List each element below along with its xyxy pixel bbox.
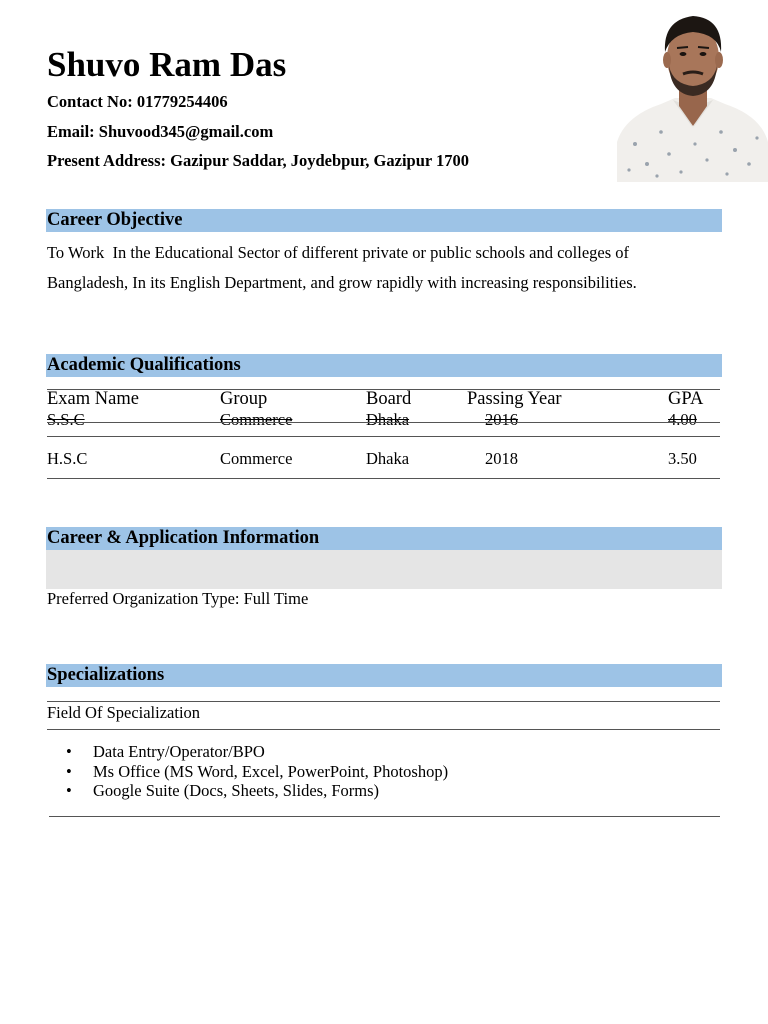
profile-photo	[617, 4, 768, 182]
ssc-board: Dhaka	[366, 410, 410, 429]
present-address: Present Address: Gazipur Saddar, Joydebpur, Gazipur 1700	[47, 151, 470, 170]
row-divider-rule	[47, 436, 720, 437]
gray-spacer-band	[46, 550, 722, 589]
preferred-organization-type: Preferred Organization Type: Full Time	[47, 589, 309, 608]
hsc-board: Dhaka	[366, 449, 410, 468]
career-objective-text	[47, 238, 737, 298]
career-objective-line-2: Bangladesh, In its English Department, and grow rapidly with increasing responsibilities.	[47, 273, 637, 292]
ssc-exam-name: S.S.C	[47, 410, 85, 429]
field-of-specialization-label: Field Of Specialization	[47, 703, 201, 722]
column-header-passing-year: Passing Year	[467, 389, 562, 409]
career-objective-heading	[46, 209, 722, 232]
bullet: •	[66, 742, 72, 761]
career-application-title: Career & Application Information	[47, 528, 320, 548]
column-header-exam-name: Exam Name	[47, 389, 139, 409]
hsc-exam-name: H.S.C	[47, 449, 88, 468]
specialization-item-text: Google Suite (Docs, Sheets, Slides, Forms)	[93, 781, 379, 800]
candidate-name: Shuvo Ram Das	[47, 45, 287, 84]
table-bottom-rule	[47, 478, 720, 479]
specialization-item	[66, 781, 379, 801]
career-application-heading	[46, 527, 722, 550]
ssc-passing-year: 2016	[485, 410, 518, 429]
career-objective-title: Career Objective	[47, 210, 183, 230]
specialization-top-rule	[47, 701, 720, 702]
bullet: •	[66, 762, 72, 781]
column-header-board: Board	[366, 389, 412, 409]
bullet: •	[66, 781, 72, 800]
career-objective-line-1: To Work In the Educational Sector of different private or public schools and colleges of	[47, 243, 630, 262]
specialization-item	[66, 762, 448, 782]
column-header-group: Group	[220, 389, 268, 409]
column-header-gpa: GPA	[668, 389, 704, 409]
specialization-item-text: Ms Office (MS Word, Excel, PowerPoint, Photoshop)	[93, 762, 449, 781]
specialization-label-rule	[47, 729, 720, 730]
specializations-title: Specializations	[47, 665, 165, 685]
ssc-gpa: 4.00	[668, 410, 697, 429]
ssc-row-rule	[47, 422, 720, 423]
ssc-group: Commerce	[220, 410, 293, 429]
specialization-item	[66, 742, 265, 762]
specializations-heading	[46, 664, 722, 687]
hsc-group: Commerce	[220, 449, 293, 468]
academic-qualifications-title: Academic Qualifications	[47, 355, 241, 375]
hsc-gpa: 3.50	[668, 449, 697, 468]
specialization-item-text: Data Entry/Operator/BPO	[93, 742, 265, 761]
specialization-bottom-rule	[49, 816, 720, 817]
email-address: Email: Shuvood345@gmail.com	[47, 122, 274, 141]
academic-qualifications-heading	[46, 354, 722, 377]
hsc-passing-year: 2018	[485, 449, 518, 468]
contact-number: Contact No: 01779254406	[47, 92, 228, 111]
